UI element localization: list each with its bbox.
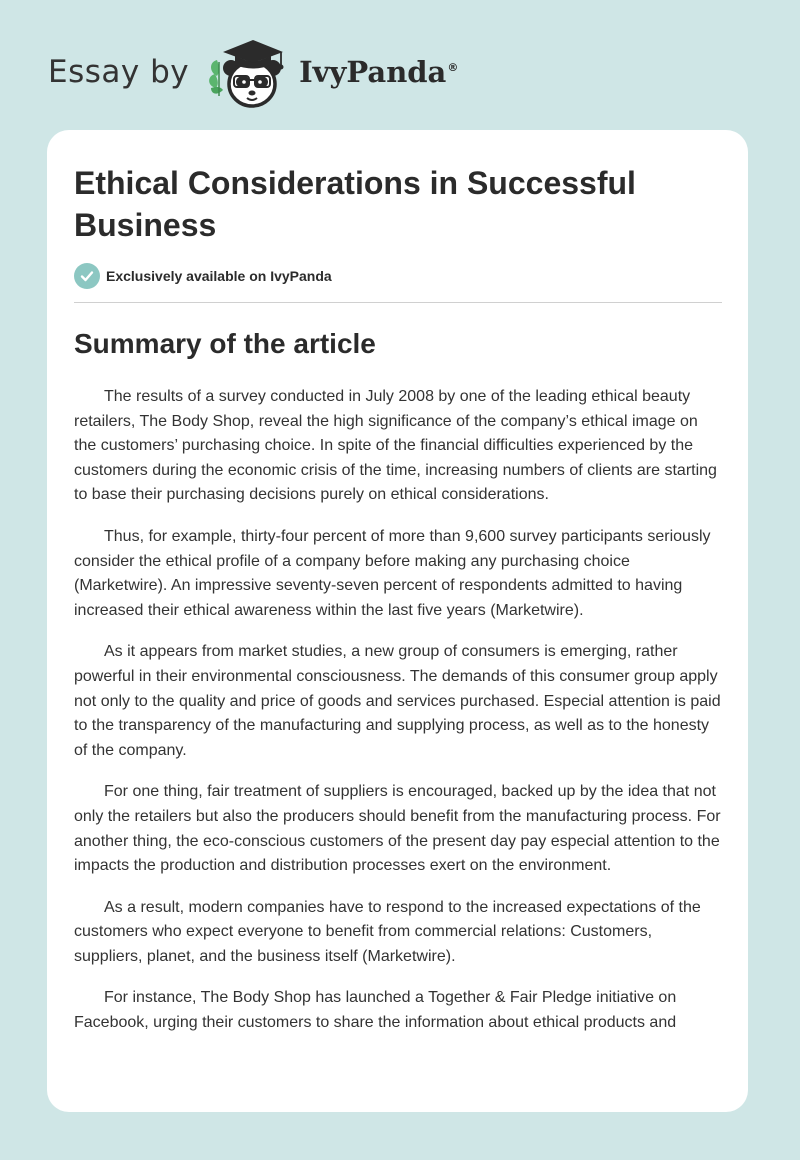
article-body <box>74 385 724 1112</box>
brand-name-text: IvyPanda <box>299 55 447 89</box>
article-card <box>47 130 748 1112</box>
exclusive-badge-label: Exclusively available on IvyPanda <box>106 268 332 284</box>
page-title: Ethical Considerations in Successful Business <box>74 165 636 243</box>
paragraph: For one thing, fair treatment of suppliers is encouraged, backed up by the idea that not only the retailers but also the producers should benefit from the manufacturing process. For another thing, the eco-conscious customers of the present day pay especial attention to the impacts the production and distribution processes exert on the environment. <box>74 783 721 875</box>
registered-mark: ® <box>447 61 459 75</box>
brand-name[interactable] <box>299 55 458 89</box>
exclusive-badge <box>74 263 332 289</box>
site-header <box>48 32 458 112</box>
paragraph: For instance, The Body Shop has launched a Together & Fair Pledge initiative on Facebook, urging their customers to share the information about ethical products and <box>74 989 677 1032</box>
paragraph: As it appears from market studies, a new group of consumers is emerging, rather powerful in their environmental consciousness. The demands of this consumer group apply not only to the quality and price of goods and services purchased. Especial attention is paid to the transparency of the manufacturing and supplying process, as well as to the honesty of the company. <box>74 643 721 759</box>
paragraph: Thus, for example, thirty-four percent of more than 9,600 survey participants seriously consider the ethical profile of a company before making any purchasing choice (Marketwire). An impressive seventy-seven percent of respondents admitted to having increased their ethical awareness within the last five years (Marketwire). <box>74 527 711 619</box>
panda-graduate-logo-icon[interactable] <box>203 32 295 112</box>
paragraph: As a result, modern companies have to respond to the increased expectations of the customers who expect everyone to benefit from commercial relations: Customers, suppliers, planet, and the business itself (Marketwire). <box>74 898 701 965</box>
section-heading: Summary of the article <box>74 328 376 359</box>
essay-by-label: Essay by <box>48 54 190 90</box>
paragraph: The results of a survey conducted in July 2008 by one of the leading ethical beauty retailers, The Body Shop, reveal the high significance of the company’s ethical image on the customers’ purchasing choice. In spite of the financial difficulties experienced by the customers during the economic crisis of the time, increasing numbers of clients are starting to base their purchasing decisions purely on ethical considerations. <box>74 388 717 504</box>
check-circle-icon <box>74 263 100 289</box>
leaf-icon <box>209 60 223 96</box>
check-mark-icon <box>80 269 94 283</box>
title-divider <box>74 302 722 303</box>
